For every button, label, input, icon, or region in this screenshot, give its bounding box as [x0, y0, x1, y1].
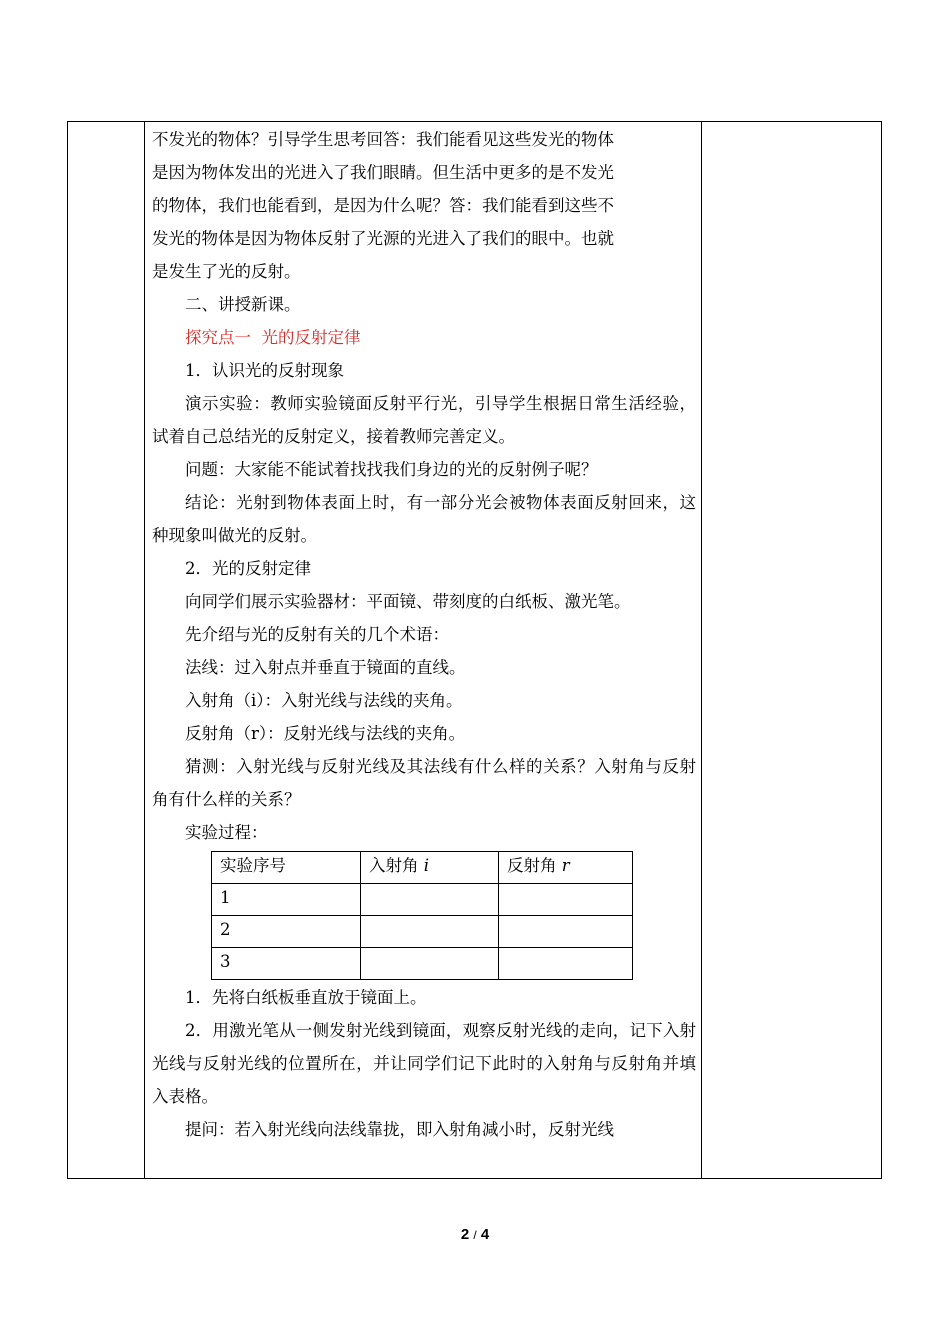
table-header-row [212, 852, 633, 884]
incidence-cell[interactable] [361, 948, 499, 980]
incidence-cell[interactable] [361, 916, 499, 948]
normal-definition: 法线：过入射点并垂直于镜面的直线。 [185, 658, 466, 677]
conclusion-paragraph: 结论：光射到物体表面上时，有一部分光会被物体表面反射回来，这种现象叫做光的反射。 [152, 493, 696, 545]
incidence-definition: 入射角（i）：入射光线与法线的夹角。 [185, 691, 463, 710]
experiment-table [211, 851, 633, 980]
reflection-cell[interactable] [499, 916, 633, 948]
trial-number-cell: 3 [212, 948, 361, 980]
intro-line-1: 不发光的物体？引导学生思考回答：我们能看见这些发光的物体 [152, 130, 614, 149]
intro-line-3: 的物体，我们也能看到，是因为什么呢？答：我们能看到这些不 [152, 196, 614, 215]
header-reflection-symbol: r [561, 856, 570, 875]
reflection-cell[interactable] [499, 884, 633, 916]
step2-paragraph: 2．用激光笔从一侧发射光线到镜面，观察反射光线的走向，记下入射光线与反射光线的位置所在，并让同学们记下此时的入射角与反射角并填入表格。 [152, 1021, 696, 1106]
page-number [0, 1226, 950, 1243]
header-trial-number: 实验序号 [212, 852, 361, 884]
column-divider-left [144, 122, 145, 1178]
header-incidence-symbol: i [423, 856, 430, 875]
trial-number-cell: 2 [212, 916, 361, 948]
table-row [212, 884, 633, 916]
reflection-cell[interactable] [499, 948, 633, 980]
header-reflection-label: 反射角 [507, 856, 557, 875]
section-title: 二、讲授新课。 [185, 295, 301, 314]
intro-line-5: 是发生了光的反射。 [152, 262, 301, 281]
step1-paragraph: 1．先将白纸板垂直放于镜面上。 [185, 988, 427, 1007]
guess-paragraph: 猜测：入射光线与反射光线及其法线有什么样的关系？入射角与反射角有什么样的关系？ [152, 757, 696, 809]
table-row [212, 916, 633, 948]
table-row [212, 948, 633, 980]
header-reflection-angle [499, 852, 633, 884]
ask-paragraph: 提问：若入射光线向法线靠拢，即入射角减小时，反射光线 [185, 1120, 614, 1139]
terms-intro: 先介绍与光的反射有关的几个术语： [185, 625, 449, 644]
incidence-cell[interactable] [361, 884, 499, 916]
demo-paragraph: 演示实验：教师实验镜面反射平行光，引导学生根据日常生活经验，试着自己总结光的反射定义，接着教师完善定义。 [152, 394, 696, 446]
intro-line-4: 发光的物体是因为物体反射了光源的光进入了我们的眼中。也就 [152, 229, 614, 248]
point1-title: 1．认识光的反射现象 [185, 361, 344, 380]
page-separator: / [473, 1228, 477, 1242]
intro-line-2: 是因为物体发出的光进入了我们眼睛。但生活中更多的是不发光 [152, 163, 614, 182]
reflection-definition: 反射角（r）：反射光线与法线的夹角。 [185, 724, 466, 743]
header-incidence-angle [361, 852, 499, 884]
question-paragraph: 问题：大家能不能试着找找我们身边的光的反射例子呢？ [185, 460, 598, 479]
header-incidence-label: 入射角 [369, 856, 419, 875]
column-divider-right [701, 122, 702, 1178]
equipment-paragraph: 向同学们展示实验器材：平面镜、带刻度的白纸板、激光笔。 [185, 592, 631, 611]
page-total: 4 [480, 1226, 490, 1243]
lesson-content [152, 123, 696, 1146]
point2-title: 2．光的反射定律 [185, 559, 311, 578]
process-title: 实验过程： [185, 823, 268, 842]
trial-number-cell: 1 [212, 884, 361, 916]
inquiry-title: 探究点一 光的反射定律 [185, 328, 361, 347]
page-current: 2 [460, 1226, 470, 1243]
